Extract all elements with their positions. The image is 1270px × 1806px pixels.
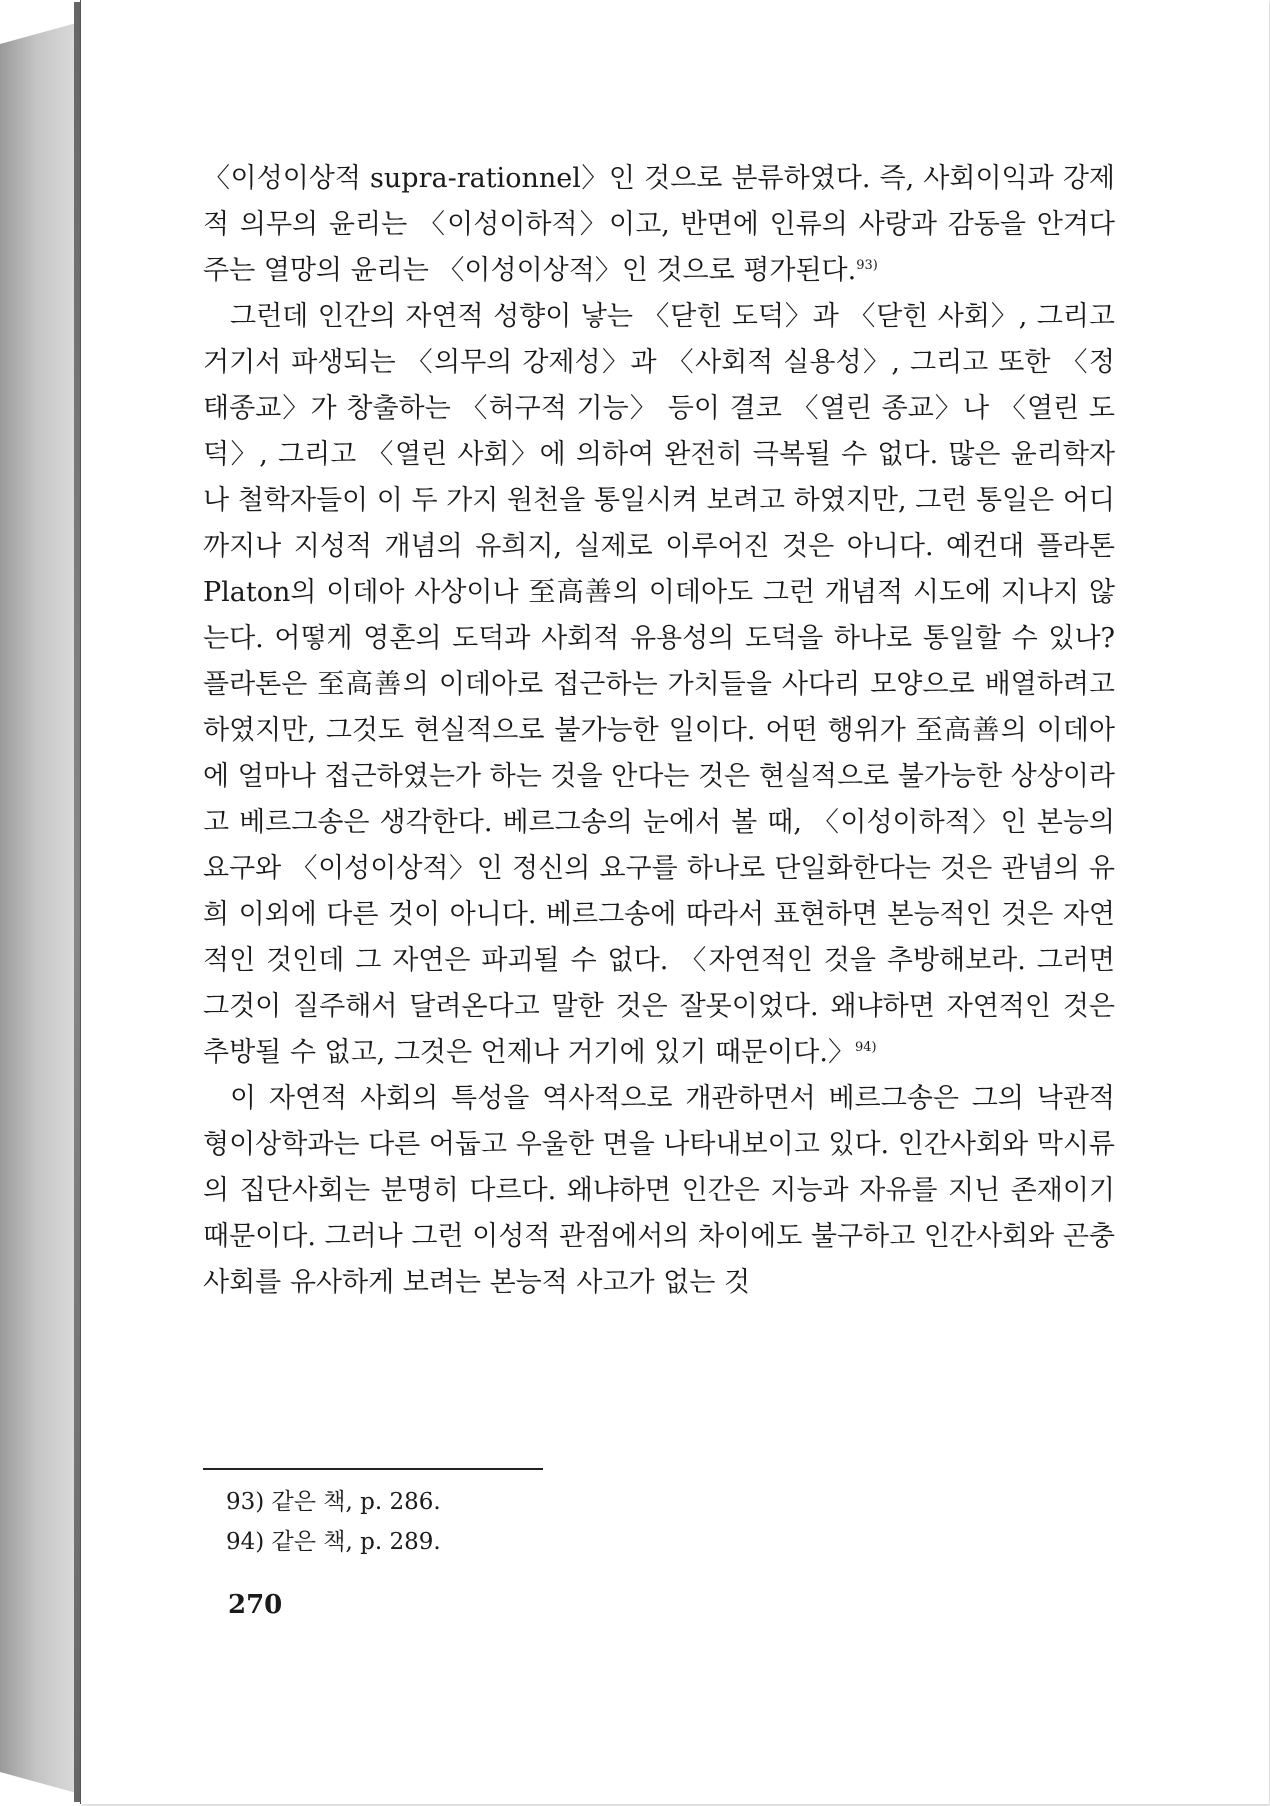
paragraph-2 (203, 294, 1115, 1076)
paragraph-1-text: 〈이성이상적 supra-rationnel〉인 것으로 분류하였다. 즉, 사회이익과 강제적 의무의 윤리는 〈이성이하적〉이고, 반면에 인류의 사랑과 감동을 안겨다주는 열망의 윤리는 〈이성이상적〉인 것으로 평가된다. (203, 163, 1115, 286)
footnote-94: 94) 같은 책, p. 289. (226, 1529, 441, 1555)
footnote-ref-93: 93) (856, 258, 878, 273)
footnote-93: 93) 같은 책, p. 286. (226, 1489, 441, 1515)
paragraph-1 (203, 156, 1115, 294)
body-text (203, 156, 1115, 1306)
footnote-divider (203, 1468, 543, 1470)
footnote-ref-94: 94) (854, 1040, 877, 1055)
page-number: 270 (228, 1590, 283, 1620)
paragraph-3 (203, 1076, 1115, 1306)
book-page-edges (0, 22, 80, 1794)
paragraph-3-text: 이 자연적 사회의 특성을 역사적으로 개관하면서 베르그송은 그의 낙관적 형이상학과는 다른 어둡고 우울한 면을 나타내보이고 있다. 인간사회와 막시류의 집단사회는 분명히 다르다. 왜냐하면 인간은 지능과 자유를 지닌 존재이기 때문이다. 그러나 그런 이성적 관점에서의 차이에도 불구하고 인간사회와 곤충사회를 유사하게 보려는 본능적 사고가 없는 것 (203, 1083, 1115, 1298)
footnotes (226, 1482, 441, 1562)
paragraph-2-text: 그런데 인간의 자연적 성향이 낳는 〈닫힌 도덕〉과 〈닫힌 사회〉, 그리고 거기서 파생되는 〈의무의 강제성〉과 〈사회적 실용성〉, 그리고 또한 〈정태종교〉가 창출하는 〈허구적 기능〉 등이 결코 〈열린 종교〉나 〈열린 도덕〉, 그리고 〈열린 사회〉에 의하여 완전히 극복될 수 없다. 많은 윤리학자나 철학자들이 이 두 가지 원천을 통일시켜 보려고 하였지만, 그런 통일은 어디까지나 지성적 개념의 유희지, 실제로 이루어진 것은 아니다. 예컨대 플라톤 Platon의 이데아 사상이나 至高善의 이데아도 그런 개념적 시도에 지나지 않는다. 어떻게 영혼의 도덕과 사회적 유용성의 도덕을 하나로 통일할 수 있나? 플라톤은 至高善의 이데아로 접근하는 가치들을 사다리 모양으로 배열하려고 하였지만, 그것도 현실적으로 불가능한 일이다. 어떤 행위가 至高善의 이데아에 얼마나 접근하였는가 하는 것을 안다는 것은 현실적으로 불가능한 상상이라고 베르그송은 생각한다. 베르그송의 눈에서 볼 때, 〈이성이하적〉인 본능의 요구와 〈이성이상적〉인 정신의 요구를 하나로 단일화한다는 것은 관념의 유희 이외에 다른 것이 아니다. 베르그송에 따라서 표현하면 본능적인 것은 자연적인 것인데 그 자연은 파괴될 수 없다. 〈자연적인 것을 추방해보라. 그러면 그것이 질주해서 달려온다고 말한 것은 잘못이었다. 왜냐하면 자연적인 것은 추방될 수 없고, 그것은 언제나 거기에 있기 때문이다.〉 (203, 301, 1115, 1068)
